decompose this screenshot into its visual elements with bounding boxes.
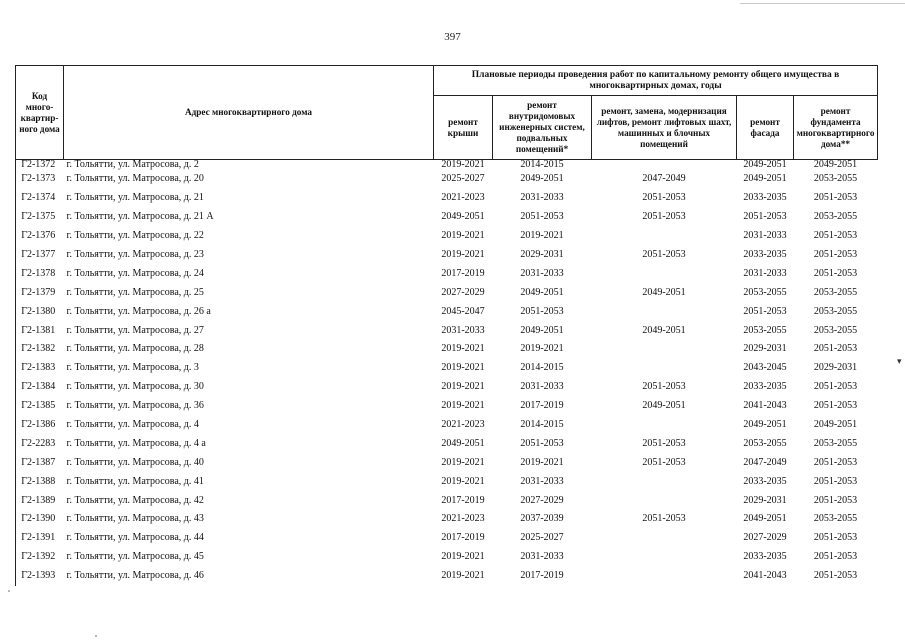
table-row bbox=[16, 189, 878, 208]
header-code: Код много-квартир-ного дома bbox=[16, 66, 64, 160]
table-row bbox=[16, 170, 878, 189]
cell-foundation: 2051-2053 bbox=[813, 381, 858, 393]
cell-code: Г2-1388 bbox=[16, 472, 64, 491]
cell-facade: 2043-2045 bbox=[743, 362, 787, 374]
cell-address: г. Тольятти, ул. Матросова, д. 30 bbox=[66, 381, 204, 393]
cell-code: Г2-1390 bbox=[16, 510, 64, 529]
capital-repair-table bbox=[15, 65, 878, 586]
cell-address: г. Тольятти, ул. Матросова, д. 26 а bbox=[66, 305, 211, 317]
cell-utilities: 2019-2021 bbox=[520, 230, 564, 242]
cell-utilities: 2031-2033 bbox=[520, 475, 564, 487]
cell-elevators bbox=[592, 472, 737, 491]
cell-facade: 2031-2033 bbox=[743, 267, 787, 279]
table-row bbox=[16, 397, 878, 416]
cell-elevators bbox=[592, 529, 737, 548]
cell-code: Г2-1377 bbox=[16, 246, 64, 265]
cell-elevators bbox=[592, 227, 737, 246]
cell-code: Г2-1381 bbox=[16, 321, 64, 340]
cell-foundation: 2051-2053 bbox=[813, 400, 858, 412]
cell-elevators bbox=[592, 548, 737, 567]
cell-foundation: 2053-2055 bbox=[813, 211, 858, 223]
cell-roof: 2019-2021 bbox=[441, 362, 485, 374]
cell-utilities: 2049-2051 bbox=[520, 173, 564, 185]
table-row bbox=[16, 302, 878, 321]
cell-code: Г2-1389 bbox=[16, 491, 64, 510]
cell-facade: 2053-2055 bbox=[743, 437, 787, 449]
table-row bbox=[16, 378, 878, 397]
cell-foundation: 2051-2053 bbox=[813, 570, 858, 582]
cell-address: г. Тольятти, ул. Матросова, д. 45 bbox=[66, 551, 204, 563]
table-row bbox=[16, 246, 878, 265]
cell-address: г. Тольятти, ул. Матросова, д. 21 А bbox=[66, 211, 214, 223]
cell-code: Г2-1382 bbox=[16, 340, 64, 359]
header-elevators: ремонт, замена, модернизация лифтов, ремонт лифтовых шахт, машинных и блочных помещений bbox=[592, 96, 737, 160]
cell-code: Г2-1391 bbox=[16, 529, 64, 548]
cell-elevators: 2051-2053 bbox=[642, 437, 686, 449]
cell-elevators: 2047-2049 bbox=[642, 173, 686, 185]
cell-roof: 2021-2023 bbox=[441, 513, 485, 525]
cell-utilities: 2049-2051 bbox=[520, 324, 564, 336]
cell-foundation: 2051-2053 bbox=[813, 192, 858, 204]
cell-foundation: 2051-2053 bbox=[813, 343, 858, 355]
cell-roof: 2017-2019 bbox=[441, 532, 485, 544]
cell-foundation: 2051-2053 bbox=[813, 249, 858, 260]
cell-foundation: 2053-2055 bbox=[813, 437, 858, 449]
cell-facade: 2047-2049 bbox=[743, 456, 787, 468]
cell-address: г. Тольятти, ул. Матросова, д. 22 bbox=[66, 230, 204, 242]
cell-code: Г2-1378 bbox=[16, 264, 64, 283]
cell-address: г. Тольятти, ул. Матросова, д. 46 bbox=[66, 570, 204, 582]
cell-roof: 2019-2021 bbox=[441, 456, 485, 468]
table-row bbox=[16, 453, 878, 472]
cell-elevators: 2051-2053 bbox=[642, 249, 686, 260]
table-row bbox=[16, 208, 878, 227]
cell-address: г. Тольятти, ул. Матросова, д. 24 bbox=[66, 267, 204, 279]
cell-code: Г2-1393 bbox=[16, 567, 64, 586]
page-number: 397 bbox=[444, 31, 461, 43]
cell-foundation: 2051-2053 bbox=[813, 456, 858, 468]
cell-foundation: 2053-2055 bbox=[813, 324, 858, 336]
cell-elevators: 2049-2051 bbox=[642, 324, 686, 336]
table-row bbox=[16, 434, 878, 453]
cell-foundation: 2051-2053 bbox=[813, 494, 858, 506]
cell-facade: 2033-2035 bbox=[743, 475, 787, 487]
cell-facade: 2053-2055 bbox=[743, 286, 787, 298]
cell-foundation: 2051-2053 bbox=[813, 230, 858, 242]
cell-facade: 2051-2053 bbox=[743, 305, 787, 317]
cell-utilities: 2031-2033 bbox=[520, 192, 564, 204]
cell-foundation: 2053-2055 bbox=[813, 305, 858, 317]
cell-address: г. Тольятти, ул. Матросова, д. 27 bbox=[66, 324, 204, 336]
header-utilities: ремонт внутридомовых инженерных систем, подвальных помещений* bbox=[493, 96, 592, 160]
cell-code: Г2-1387 bbox=[16, 453, 64, 472]
cell-address: г. Тольятти, ул. Матросова, д. 44 bbox=[66, 532, 204, 544]
cell-foundation: 2053-2055 bbox=[813, 286, 858, 298]
cell-elevators bbox=[592, 264, 737, 283]
cell-facade: 2029-2031 bbox=[743, 494, 787, 506]
table-row bbox=[16, 359, 878, 378]
cell-foundation: 2049-2051 bbox=[813, 419, 858, 431]
cell-code: Г2-1379 bbox=[16, 283, 64, 302]
cell-foundation: 2053-2055 bbox=[813, 513, 858, 525]
cell-elevators bbox=[592, 340, 737, 359]
cell-facade: 2049-2051 bbox=[743, 159, 787, 170]
cell-roof: 2017-2019 bbox=[441, 494, 485, 506]
cell-facade: 2049-2051 bbox=[743, 173, 787, 185]
cell-elevators bbox=[592, 416, 737, 435]
cell-address: г. Тольятти, ул. Матросова, д. 43 bbox=[66, 513, 204, 525]
table-row bbox=[16, 491, 878, 510]
cell-address: г. Тольятти, ул. Матросова, д. 4 а bbox=[66, 437, 206, 449]
cell-utilities: 2051-2053 bbox=[520, 211, 564, 223]
cell-address: г. Тольятти, ул. Матросова, д. 4 bbox=[66, 419, 199, 431]
cell-address: г. Тольятти, ул. Матросова, д. 36 bbox=[66, 400, 204, 412]
cell-code: Г2-1383 bbox=[16, 359, 64, 378]
table-row bbox=[16, 529, 878, 548]
cell-elevators bbox=[592, 160, 737, 171]
header-roof: ремонт крыши bbox=[434, 96, 493, 160]
cell-roof: 2019-2021 bbox=[441, 381, 485, 393]
cell-facade: 2053-2055 bbox=[743, 324, 787, 336]
header-address: Адрес многоквартирного дома bbox=[64, 66, 434, 160]
cell-roof: 2019-2021 bbox=[441, 343, 485, 355]
cell-roof: 2019-2021 bbox=[441, 551, 485, 563]
cell-utilities: 2029-2031 bbox=[520, 249, 564, 260]
table-row bbox=[16, 472, 878, 491]
cell-facade: 2031-2033 bbox=[743, 230, 787, 242]
cell-facade: 2051-2053 bbox=[743, 211, 787, 223]
table-row bbox=[16, 283, 878, 302]
cell-facade: 2033-2035 bbox=[743, 551, 787, 563]
cell-facade: 2029-2031 bbox=[743, 343, 787, 355]
cell-address: г. Тольятти, ул. Матросова, д. 23 bbox=[66, 249, 204, 260]
cell-foundation: 2051-2053 bbox=[813, 475, 858, 487]
cell-roof: 2019-2021 bbox=[441, 475, 485, 487]
cell-code: Г2-1374 bbox=[16, 189, 64, 208]
cell-elevators: 2051-2053 bbox=[642, 381, 686, 393]
cell-code: Г2-1375 bbox=[16, 208, 64, 227]
table-body bbox=[16, 160, 878, 586]
cell-roof: 2025-2027 bbox=[441, 173, 485, 185]
cell-roof: 2017-2019 bbox=[441, 267, 485, 279]
cell-code: Г2-1376 bbox=[16, 227, 64, 246]
cell-utilities: 2014-2015 bbox=[520, 159, 564, 170]
cell-roof: 2049-2051 bbox=[441, 211, 485, 223]
cell-foundation: 2029-2031 bbox=[813, 362, 858, 374]
cell-roof: 2019-2021 bbox=[441, 159, 485, 170]
cell-facade: 2049-2051 bbox=[743, 513, 787, 525]
cell-elevators: 2049-2051 bbox=[642, 286, 686, 298]
cell-utilities: 2051-2053 bbox=[520, 305, 564, 317]
cell-roof: 2019-2021 bbox=[441, 570, 485, 582]
table-row bbox=[16, 510, 878, 529]
cell-utilities: 2027-2029 bbox=[520, 494, 564, 506]
cell-foundation: 2053-2055 bbox=[813, 173, 858, 185]
cell-foundation: 2049-2051 bbox=[813, 159, 858, 170]
cell-address: г. Тольятти, ул. Матросова, д. 42 bbox=[66, 494, 204, 506]
cell-utilities: 2019-2021 bbox=[520, 456, 564, 468]
table-row bbox=[16, 264, 878, 283]
cell-address: г. Тольятти, ул. Матросова, д. 20 bbox=[66, 173, 204, 185]
cell-code: Г2-1372 bbox=[16, 160, 64, 171]
cell-code: Г2-1384 bbox=[16, 378, 64, 397]
cell-facade: 2033-2035 bbox=[743, 381, 787, 393]
cell-elevators: 2051-2053 bbox=[642, 513, 686, 525]
cell-roof: 2019-2021 bbox=[441, 400, 485, 412]
scan-speck bbox=[8, 590, 10, 592]
cell-roof: 2031-2033 bbox=[441, 324, 485, 336]
cell-address: г. Тольятти, ул. Матросова, д. 41 bbox=[66, 475, 204, 487]
cell-address: г. Тольятти, ул. Матросова, д. 40 bbox=[66, 456, 204, 468]
cell-elevators bbox=[592, 491, 737, 510]
cell-foundation: 2051-2053 bbox=[813, 267, 858, 279]
header-repair-periods: Плановые периоды проведения работ по капитальному ремонту общего имущества в многоквартирных домах, годы bbox=[434, 66, 878, 96]
cell-utilities: 2017-2019 bbox=[520, 400, 564, 412]
cell-utilities: 2017-2019 bbox=[520, 570, 564, 582]
cell-code: Г2-1380 bbox=[16, 302, 64, 321]
cell-utilities: 2014-2015 bbox=[520, 419, 564, 431]
scan-mark-icon: ▾ bbox=[897, 356, 902, 366]
header-foundation: ремонт фундамента многоквартирного дома** bbox=[794, 96, 878, 160]
cell-code: Г2-1386 bbox=[16, 416, 64, 435]
cell-facade: 2027-2029 bbox=[743, 532, 787, 544]
table-row bbox=[16, 160, 878, 171]
cell-elevators: 2049-2051 bbox=[642, 400, 686, 412]
table-row bbox=[16, 227, 878, 246]
cell-roof: 2027-2029 bbox=[441, 286, 485, 298]
cell-facade: 2033-2035 bbox=[743, 249, 787, 260]
cell-facade: 2041-2043 bbox=[743, 570, 787, 582]
cell-elevators: 2051-2053 bbox=[642, 456, 686, 468]
cell-elevators bbox=[592, 567, 737, 586]
scan-edge-line bbox=[740, 3, 905, 4]
cell-roof: 2019-2021 bbox=[441, 230, 485, 242]
table-row bbox=[16, 416, 878, 435]
cell-roof: 2021-2023 bbox=[441, 192, 485, 204]
cell-address: г. Тольятти, ул. Матросова, д. 3 bbox=[66, 362, 199, 374]
cell-elevators bbox=[592, 302, 737, 321]
scan-speck bbox=[95, 635, 97, 637]
cell-address: г. Тольятти, ул. Матросова, д. 2 bbox=[66, 159, 199, 170]
cell-utilities: 2031-2033 bbox=[520, 551, 564, 563]
header-facade: ремонт фасада bbox=[737, 96, 794, 160]
cell-utilities: 2051-2053 bbox=[520, 437, 564, 449]
table-row bbox=[16, 340, 878, 359]
cell-roof: 2021-2023 bbox=[441, 419, 485, 431]
cell-roof: 2049-2051 bbox=[441, 437, 485, 449]
cell-utilities: 2014-2015 bbox=[520, 362, 564, 374]
table-row bbox=[16, 567, 878, 586]
cell-elevators: 2051-2053 bbox=[642, 192, 686, 204]
cell-facade: 2033-2035 bbox=[743, 192, 787, 204]
cell-facade: 2049-2051 bbox=[743, 419, 787, 431]
cell-code: Г2-1373 bbox=[16, 170, 64, 189]
cell-foundation: 2051-2053 bbox=[813, 551, 858, 563]
cell-utilities: 2037-2039 bbox=[520, 513, 564, 525]
cell-address: г. Тольятти, ул. Матросова, д. 25 bbox=[66, 286, 204, 298]
cell-elevators: 2051-2053 bbox=[642, 211, 686, 223]
cell-roof: 2045-2047 bbox=[441, 305, 485, 317]
cell-code: Г2-2283 bbox=[16, 434, 64, 453]
cell-address: г. Тольятти, ул. Матросова, д. 21 bbox=[66, 192, 204, 204]
cell-utilities: 2031-2033 bbox=[520, 381, 564, 393]
cell-roof: 2019-2021 bbox=[441, 249, 485, 260]
cell-code: Г2-1392 bbox=[16, 548, 64, 567]
cell-address: г. Тольятти, ул. Матросова, д. 28 bbox=[66, 343, 204, 355]
cell-code: Г2-1385 bbox=[16, 397, 64, 416]
cell-elevators bbox=[592, 359, 737, 378]
cell-foundation: 2051-2053 bbox=[813, 532, 858, 544]
cell-utilities: 2019-2021 bbox=[520, 343, 564, 355]
cell-utilities: 2025-2027 bbox=[520, 532, 564, 544]
cell-utilities: 2049-2051 bbox=[520, 286, 564, 298]
table-row bbox=[16, 548, 878, 567]
cell-facade: 2041-2043 bbox=[743, 400, 787, 412]
table-row bbox=[16, 321, 878, 340]
cell-utilities: 2031-2033 bbox=[520, 267, 564, 279]
